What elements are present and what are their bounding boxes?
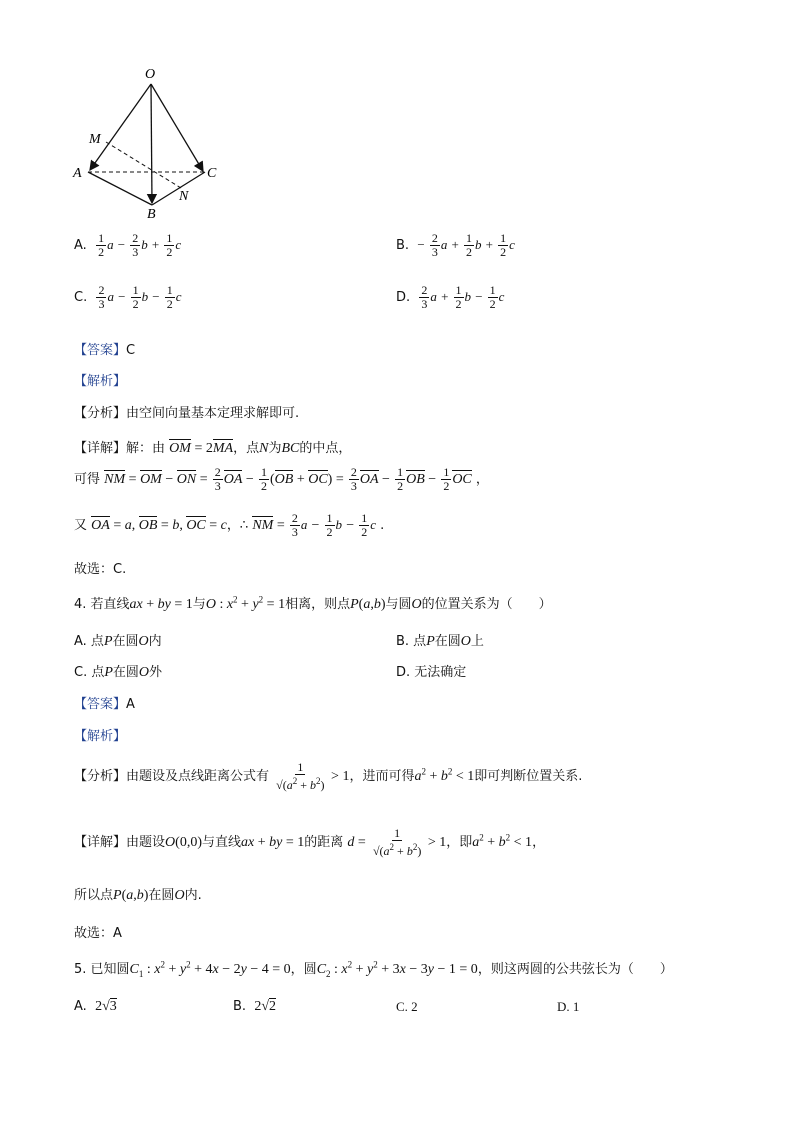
label-O: O — [145, 67, 156, 82]
q4-detail: 【详解】由题设O(0,0)与直线ax + by = 1的距离 d = $\frac{1}{√(a^2 + b^2)}$ > 1，即$a^2 + b^2 < 1$， — [74, 826, 546, 858]
q3-option-a[interactable]: A. $\frac{1}{2}$ a − $\frac{2}{3}$ b + $\frac{1}{2}$ c — [74, 231, 182, 259]
q4-stem: 4. 若直线ax + by = 1与O : $x^2 + y^2 = 1$相离，则点P(a,b)与圆O的位置关系为（ ） — [74, 594, 552, 612]
q3-option-b[interactable]: B. − $\frac{2}{3}$ a + $\frac{1}{2}$ b + $\frac{1}{2}$ c — [396, 231, 515, 259]
label-A: A — [73, 166, 82, 181]
segment-MN-dashed — [106, 142, 181, 188]
q3-option-d[interactable]: D. $\frac{2}{3}$ a + $\frac{1}{2}$ b − $\frac{1}{2}$ c — [396, 283, 505, 311]
edge-OA — [90, 84, 151, 170]
q5-option-c[interactable]: C. 2 — [396, 999, 418, 1014]
q4-option-d[interactable]: D. 无法确定 — [396, 665, 467, 680]
edge-OC — [151, 84, 203, 171]
q4-detail-line2: 所以点P(a,b)在圆O内. — [74, 888, 202, 903]
label-B: B — [147, 207, 156, 222]
q4-option-b[interactable]: B. 点P在圆O上 — [396, 634, 484, 649]
edge-OB — [151, 84, 152, 203]
q3-detail-line1: 【详解】解：由 OM = 2MA，点N为BC的中点， — [74, 441, 352, 456]
q4-option-a[interactable]: A. 点P在圆O内 — [74, 634, 162, 649]
q4-option-c[interactable]: C. 点P在圆O外 — [74, 665, 163, 680]
q5-option-a[interactable]: A. 2√3 — [74, 999, 117, 1014]
q5-option-d[interactable]: D. 1 — [557, 999, 580, 1014]
label-M: M — [89, 132, 101, 147]
q4-conclusion: 故选：A — [74, 926, 122, 941]
q3-detail-line2: 可得 NM = OM − ON = $\frac{2}{3}$ OA − $\frac{1}{2}$ (OB + OC) = $\frac{2}{3}$ OA − $\frac{1}{2}$ OB − $\frac{1}{2}$ OC ， — [74, 465, 489, 493]
label-C: C — [207, 166, 217, 181]
edge-AB — [88, 172, 152, 205]
q5-option-b[interactable]: B. 2√2 — [233, 999, 277, 1014]
q5-stem: 5. 已知圆$C_1$ : $x^2 + y^2 + 4x - 2y - 4 = 0$，圆$C_2$ : $x^2 + y^2 + 3x - 3y - 1 = 0$，则这两圆的公共弦长为（ ） — [74, 959, 673, 979]
tetrahedron-figure — [60, 60, 230, 225]
q3-answer: 【答案】C — [74, 343, 136, 358]
q3-detail-line3: 又 OA = a, OB = b, OC = c，∴ NM = $\frac{2}{3}$ a − $\frac{1}{2}$ b − $\frac{1}{2}$ c . — [74, 511, 385, 539]
q4-answer: 【答案】A — [74, 697, 135, 712]
q3-conclusion: 故选：C. — [74, 562, 127, 577]
answer-tag: 【答案】 — [74, 343, 127, 358]
q4-fenxi: 【分析】由题设及点线距离公式有 $\frac{1}{√(a^2 + b^2)}$ > 1，进而可得$a^2 + b^2 < 1$即可判断位置关系. — [74, 760, 583, 792]
q3-fenxi: 【分析】由空间向量基本定理求解即可. — [74, 406, 300, 421]
q4-analysis-tag: 【解析】 — [74, 729, 127, 744]
label-N: N — [179, 189, 189, 204]
q3-option-c[interactable]: C. $\frac{2}{3}$ a − $\frac{1}{2}$ b − $\frac{1}{2}$ c — [74, 283, 182, 311]
q3-analysis-tag: 【解析】 — [74, 374, 127, 389]
